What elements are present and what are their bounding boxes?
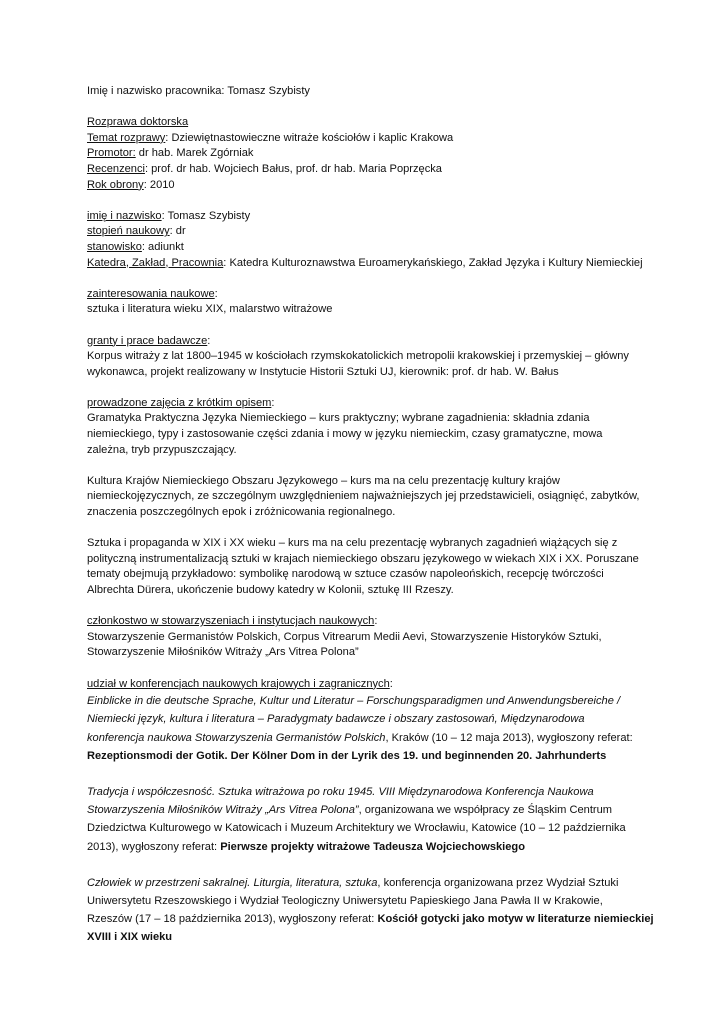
course-grammar	[87, 411, 665, 458]
memberships-heading	[87, 614, 665, 630]
conf-line: Uniwersytetu Rzeszowskiego i Wydział Teologiczny Uniwersytetu Papieskiego Jana Pawła II w Krakowie,	[87, 894, 603, 907]
topic-value: : Dziewiętnastowieczne witraże kościołów i kaplic Krakowa	[165, 131, 454, 144]
person-section	[87, 209, 665, 271]
dissertation-section	[87, 115, 665, 193]
conference-entry	[87, 783, 665, 856]
dissertation-topic	[87, 131, 665, 147]
grants-line: Korpus witraży z lat 1800–1945 w kościołach rzymskokatolickich metropolii krakowskiej i przemyskiej – główny	[87, 350, 629, 363]
person-position	[87, 240, 665, 256]
conf-line	[87, 838, 665, 856]
degree-label: stopień naukowy	[87, 225, 170, 238]
course-line: znaczenia poszczególnych epok i zróżnicowania regionalnego.	[87, 506, 396, 519]
course-line: Sztuka i propaganda w XIX i XX wieku – kurs ma na celu prezentację wybranych zagadnień wiążących się z	[87, 537, 618, 550]
position-value: : adiunkt	[141, 240, 184, 253]
grants-heading-text: granty i prace badawcze	[87, 334, 208, 347]
name-label: imię i nazwisko	[87, 209, 162, 222]
courses-heading-text: prowadzone zajęcia z krótkim opisem	[87, 396, 272, 409]
interests-heading-text: zainteresowania naukowe	[87, 287, 215, 300]
topic-label: Temat rozprawy	[87, 131, 166, 144]
course-line: Gramatyka Praktyczna Języka Niemieckiego – kurs praktyczny; wybrane zagadnienia: składnia zdania	[87, 412, 590, 425]
year-value: : 2010	[143, 178, 175, 191]
memberships-line: Stowarzyszenie Miłośników Witraży „Ars Vitrea Polona”	[87, 646, 359, 659]
position-label: stanowisko	[87, 240, 142, 253]
conf-details: Rzeszów (17 – 18 października 2013), wygłoszony referat:	[87, 913, 378, 926]
memberships-line: Stowarzyszenie Germanistów Polskich, Corpus Vitrearum Medii Aevi, Stowarzyszenie Historyków Sztuki,	[87, 630, 602, 643]
person-name	[87, 209, 665, 225]
promoter-value: dr hab. Marek Zgórniak	[135, 147, 254, 160]
conf-line: Tradycja i współczesność. Sztuka witrażowa po roku 1945. VIII Międzynarodowa Konferencja Naukowa	[87, 785, 594, 798]
person-degree	[87, 224, 665, 240]
conference-entry	[87, 692, 665, 765]
courses-heading	[87, 396, 665, 412]
interests-section	[87, 287, 665, 318]
course-line: polityczną instrumentalizacją sztuki w krajach niemieckiego obszaru językowego w wiekach XIX i XX. Poruszane	[87, 552, 639, 565]
conf-title-part: Człowiek w przestrzeni sakralnej. Liturgia, literatura, sztuka	[87, 876, 378, 889]
conf-line	[87, 729, 665, 747]
grants-section	[87, 334, 665, 381]
courses-heading-suffix: :	[271, 396, 275, 409]
course-line: niemieckojęzycznych, ze szczególnym uwzględnieniem najważniejszych jej przedstawicieli, osiągnięć, zabytków,	[87, 490, 640, 503]
degree-value: : dr	[169, 225, 186, 238]
dissertation-heading: Rozprawa doktorska	[87, 116, 189, 129]
grants-line: wykonawca, projekt realizowany w Instytucie Historii Sztuki UJ, kierownik: prof. dr hab. W. Bałus	[87, 365, 559, 378]
course-line: niemieckiego, typy i zastosowanie części zdania i mowy w języku niemieckim, czasy gramatyczne, mowa	[87, 428, 603, 441]
memberships-heading-text: członkostwo w stowarzyszeniach i instytucjach naukowych	[87, 615, 375, 628]
conferences-heading-text: udział w konferencjach naukowych krajowych i zagranicznych	[87, 677, 390, 690]
conf-line	[87, 874, 665, 892]
year-label: Rok obrony	[87, 178, 144, 191]
conf-talk-title: XVIII i XIX wieku	[87, 931, 173, 944]
conf-line	[87, 801, 665, 819]
dept-label: Katedra, Zakład, Pracownia	[87, 256, 224, 269]
course-line: zależna, tryb przypuszczający.	[87, 443, 237, 456]
course-line: Kultura Krajów Niemieckiego Obszaru Językowego – kurs ma na celu prezentację kultury krajów	[87, 474, 560, 487]
conf-title-part: Stowarzyszenia Miłośników Witraży „Ars Vitrea Polona”	[87, 804, 359, 817]
dept-value: : Katedra Kulturoznawstwa Euroamerykańskiego, Zakład Języka i Kultury Niemieckiej	[223, 256, 643, 269]
conf-talk-title: Kościół gotycki jako motyw w literaturze niemieckiej	[377, 913, 654, 926]
course-propaganda	[87, 536, 665, 598]
memberships-heading-suffix: :	[374, 615, 378, 628]
reviewers-value: : prof. dr hab. Wojciech Bałus, prof. dr hab. Maria Poprzęcka	[144, 162, 442, 175]
dissertation-promoter	[87, 146, 665, 162]
conferences-heading	[87, 677, 665, 693]
conf-title-part: konferencja naukowa Stowarzyszenia Germanistów Polskich	[87, 731, 386, 744]
conf-line: Dziedzictwa Kulturowego w Katowicach i Muzeum Architektury we Wrocławiu, Katowice (10 – 12 października	[87, 822, 626, 835]
conf-details: , Kraków (10 – 12 maja 2013), wygłoszony referat:	[385, 731, 633, 744]
grants-heading-suffix: :	[207, 334, 211, 347]
dissertation-year	[87, 178, 665, 194]
course-line: tematy obejmują przykładowo: symbolikę narodową w sztuce czasów napoleońskich, recepcję twórczości	[87, 568, 604, 581]
conferences-heading-suffix: :	[389, 677, 393, 690]
conf-talk-title: Pierwsze projekty witrażowe Tadeusza Wojciechowskiego	[220, 840, 525, 853]
conferences-section	[87, 677, 665, 947]
name-value: : Tomasz Szybisty	[161, 209, 251, 222]
course-culture	[87, 474, 665, 521]
memberships-section	[87, 614, 665, 661]
dissertation-reviewers	[87, 162, 665, 178]
conf-line	[87, 910, 665, 928]
course-line: Albrechta Dürera, ukończenie budowy katedry w Kolonii, sztukę III Rzeszy.	[87, 584, 454, 596]
interests-heading	[87, 287, 665, 303]
conf-details: , konferencja organizowana przez Wydział Sztuki	[377, 876, 619, 889]
employee-line: Imię i nazwisko pracownika: Tomasz Szybisty	[87, 85, 310, 97]
conf-line: Einblicke in die deutsche Sprache, Kultur und Literatur – Forschungsparadigmen und Anwendungsbereiche /	[87, 695, 621, 708]
conf-details: 2013), wygłoszony referat:	[87, 840, 221, 853]
conf-talk-title: Rezeptionsmodi der Gotik. Der Kölner Dom in der Lyrik des 19. und beginnenden 20. Jahrhunderts	[87, 749, 607, 762]
conference-entry	[87, 874, 665, 947]
promoter-label: Promotor:	[87, 147, 136, 160]
person-department	[87, 256, 665, 272]
grants-heading	[87, 334, 665, 350]
conf-details: , organizowana we współpracy ze Śląskim Centrum	[358, 804, 613, 817]
interests-heading-suffix: :	[214, 287, 218, 300]
interests-text: sztuka i literatura wieku XIX, malarstwo witrażowe	[87, 303, 333, 316]
conf-line: Niemiecki język, kultura i literatura – Paradygmaty badawcze i obszary zastosowań, Międzynarodowa	[87, 713, 585, 726]
courses-section	[87, 396, 665, 599]
reviewers-label: Recenzenci	[87, 162, 145, 175]
